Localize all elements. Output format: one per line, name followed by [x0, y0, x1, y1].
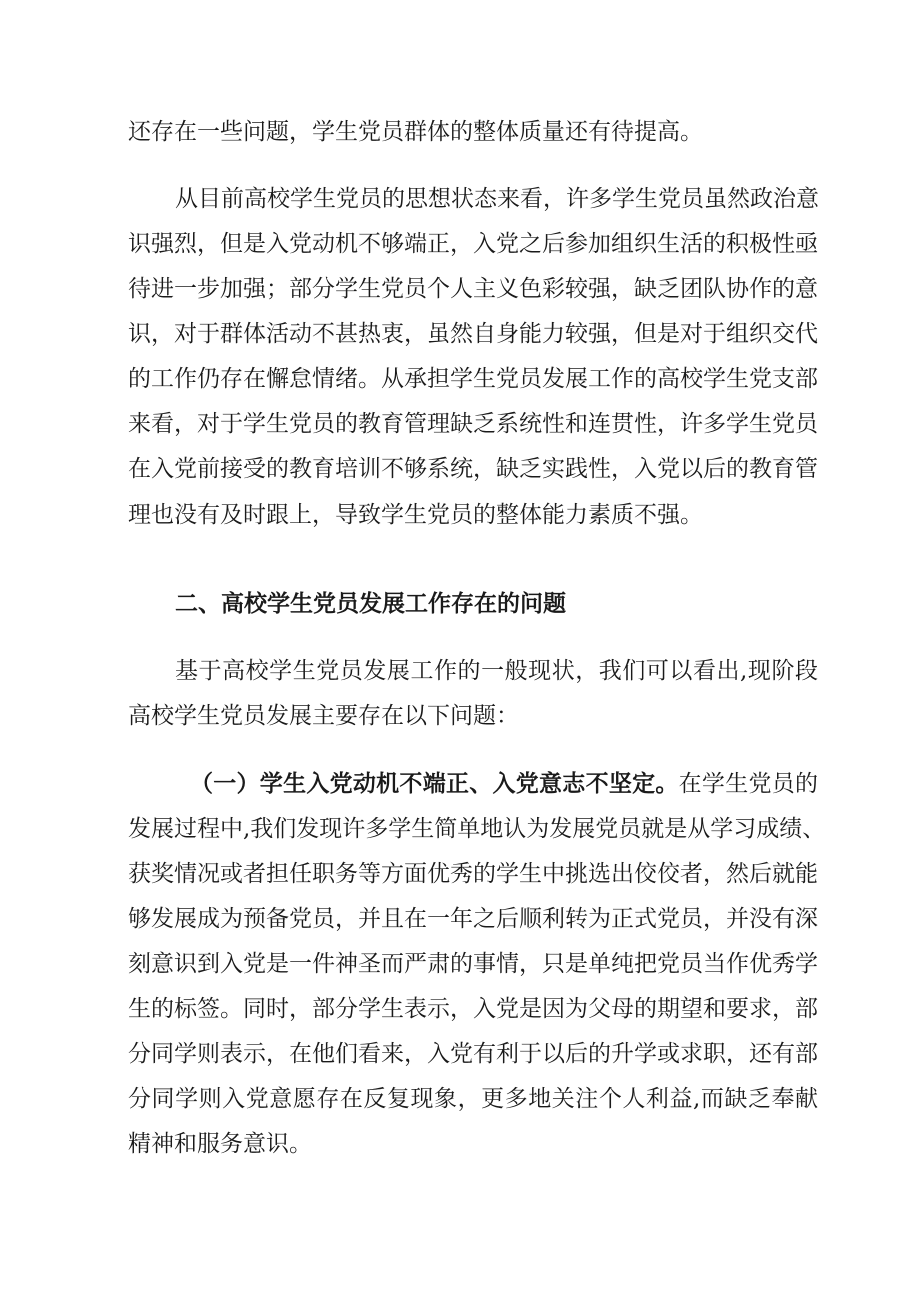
paragraph-line: 从目前高校学生党员的思想状态来看，许多学生党员虽然政治意: [175, 186, 819, 212]
paragraph-line: 生的标签。同时，部分学生表示，入党是因为父母的期望和要求，部: [128, 996, 818, 1022]
paragraph-line: 基于高校学生党员发展工作的一般现状，我们可以看出,现阶段: [175, 658, 818, 684]
paragraph-line: 分同学则表示，在他们看来，入党有利于以后的升学或求职，还有部: [128, 1041, 818, 1067]
paragraph-line: 够发展成为预备党员，并且在一年之后顺利转为正式党员，并没有深: [128, 906, 818, 932]
subsection-first-line: [190, 769, 818, 799]
paragraph-line: 来看，对于学生党员的教育管理缺乏系统性和连贯性，许多学生党员: [128, 411, 818, 437]
paragraph-line: 获奖情况或者担任职务等方面优秀的学生中挑选出佼佼者，然后就能: [128, 861, 818, 887]
paragraph-line: 分同学则入党意愿存在反复现象，更多地关注个人利益,而缺乏奉献: [128, 1086, 818, 1112]
section-heading: 二、高校学生党员发展工作存在的问题: [175, 590, 566, 617]
subsection-first-line-rest: 在学生党员的: [678, 771, 819, 797]
paragraph-line: 识强烈，但是入党动机不够端正，入党之后参加组织生活的积极性亟: [128, 231, 818, 257]
subsection-heading: （一）学生入党动机不端正、入党意志不坚定。: [190, 770, 679, 797]
paragraph-line: 高校学生党员发展主要存在以下问题：: [128, 703, 519, 729]
paragraph-line: 在入党前接受的教育培训不够系统，缺乏实践性，入党以后的教育管: [128, 456, 818, 482]
paragraph-line: 的工作仍存在懈怠情绪。从承担学生党员发展工作的高校学生党支部: [128, 366, 818, 392]
paragraph-line: 精神和服务意识。: [128, 1131, 312, 1157]
paragraph-line: 理也没有及时跟上，导致学生党员的整体能力素质不强。: [128, 502, 703, 528]
paragraph-line: 识，对于群体活动不甚热衷，虽然自身能力较强，但是对于组织交代: [128, 321, 818, 347]
paragraph-line: 待进一步加强；部分学生党员个人主义色彩较强，缺乏团队协作的意: [128, 276, 818, 302]
paragraph-line: 发展过程中,我们发现许多学生简单地认为发展党员就是从学习成绩、: [128, 816, 826, 842]
paragraph-line: 刻意识到入党是一件神圣而严肃的事情，只是单纯把党员当作优秀学: [128, 951, 818, 977]
paragraph-continuation-line: 还存在一些问题，学生党员群体的整体质量还有待提高。: [128, 119, 703, 145]
